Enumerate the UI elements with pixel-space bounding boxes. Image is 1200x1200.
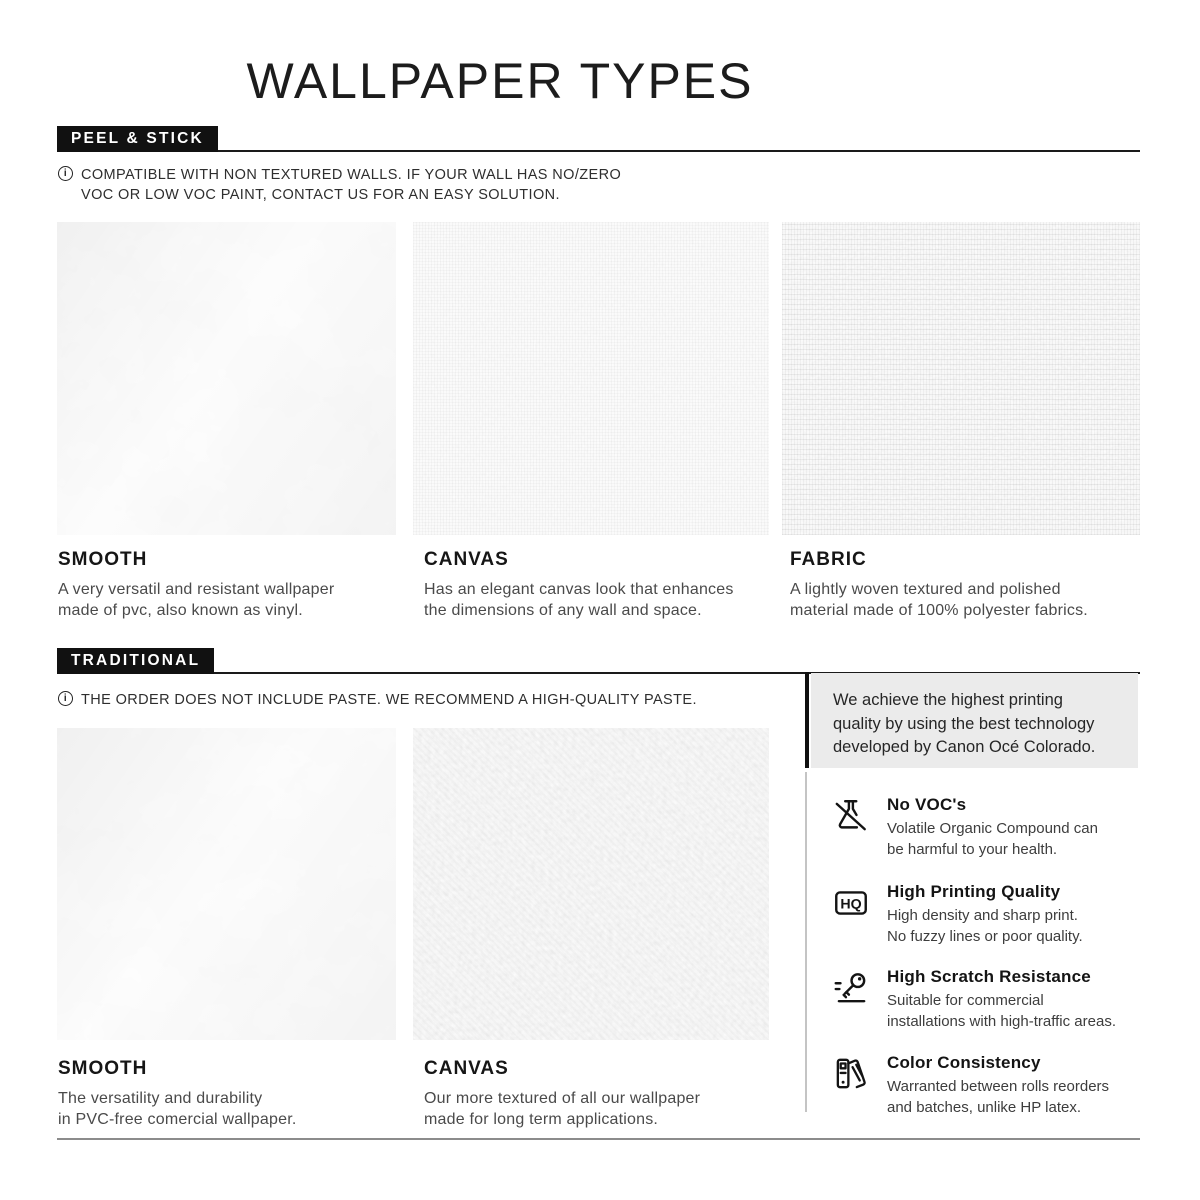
swatch-title: CANVAS [424, 1058, 509, 1079]
swatch-image-smooth-peelstick [57, 222, 396, 535]
traditional-note [58, 690, 697, 710]
caption-canvas-traditional [424, 1058, 776, 1130]
swatch-title: SMOOTH [58, 549, 148, 570]
feature-description: High density and sharp print. No fuzzy lines or poor quality. [887, 907, 1083, 945]
quality-highlight-box: We achieve the highest printing quality by using the best technology developed by Canon Océ Colorado. [811, 673, 1138, 768]
key-scratch-icon [831, 968, 871, 1008]
swatch-image-fabric-peelstick [782, 222, 1140, 535]
caption-smooth-peelstick [58, 549, 398, 621]
feature-title: High Printing Quality [887, 882, 1061, 901]
hq-label: HQ [840, 896, 862, 913]
feature-title: High Scratch Resistance [887, 967, 1091, 986]
feature-color-consistency [831, 1053, 1141, 1118]
swatch-image-smooth-traditional [57, 728, 396, 1040]
feature-text [887, 1053, 1109, 1118]
swatch-description: A lightly woven textured and polished material made of 100% polyester fabrics. [790, 581, 1088, 619]
info-icon: i [58, 691, 73, 706]
caption-canvas-peelstick [424, 549, 776, 621]
swatch-description: Our more textured of all our wallpaper made for long term applications. [424, 1090, 701, 1128]
swatch-title: CANVAS [424, 549, 509, 570]
feature-text [887, 882, 1083, 947]
section-rule-peel-stick [57, 150, 1140, 152]
swatch-image-canvas-peelstick [413, 222, 769, 535]
swatch-title: FABRIC [790, 549, 867, 570]
hq-badge-icon [831, 883, 871, 923]
swatch-description: Has an elegant canvas look that enhances the dimensions of any wall and space. [424, 581, 734, 619]
swatch-description: The versatility and durability in PVC-free comercial wallpaper. [58, 1090, 297, 1128]
swatch-title: SMOOTH [58, 1058, 148, 1079]
peel-stick-note-text: COMPATIBLE WITH NON TEXTURED WALLS. IF YOUR WALL HAS NO/ZERO VOC OR LOW VOC PAINT, CONTACT US FOR AN EASY SOLUTION. [81, 167, 622, 203]
section-badge-peel-stick: PEEL & STICK [57, 126, 218, 152]
peel-stick-note [58, 165, 621, 205]
page-title: WALLPAPER TYPES [246, 53, 754, 109]
color-swatchbook-icon [831, 1054, 871, 1094]
feature-high-scratch-resistance [831, 967, 1141, 1032]
caption-smooth-traditional [58, 1058, 398, 1130]
feature-description: Volatile Organic Compound can be harmful to your health. [887, 820, 1098, 858]
features-divider-line [805, 772, 807, 1112]
info-icon: i [58, 166, 73, 181]
feature-text [887, 967, 1116, 1032]
feature-title: No VOC's [887, 795, 967, 814]
no-voc-flask-icon [831, 796, 871, 836]
feature-high-printing-quality [831, 882, 1141, 947]
section-badge-traditional: TRADITIONAL [57, 648, 214, 674]
traditional-note-text: THE ORDER DOES NOT INCLUDE PASTE. WE RECOMMEND A HIGH-QUALITY PASTE. [81, 692, 697, 708]
feature-description: Suitable for commercial installations with high-traffic areas. [887, 992, 1116, 1030]
caption-fabric-peelstick [790, 549, 1142, 621]
feature-description: Warranted between rolls reorders and batches, unlike HP latex. [887, 1078, 1110, 1116]
feature-no-voc [831, 795, 1141, 860]
feature-text [887, 795, 1098, 860]
feature-title: Color Consistency [887, 1053, 1041, 1072]
swatch-description: A very versatil and resistant wallpaper made of pvc, also known as vinyl. [58, 581, 335, 619]
swatch-image-canvas-traditional [413, 728, 769, 1040]
bottom-divider-rule [57, 1138, 1140, 1140]
quality-box-accent-bar [805, 672, 809, 768]
